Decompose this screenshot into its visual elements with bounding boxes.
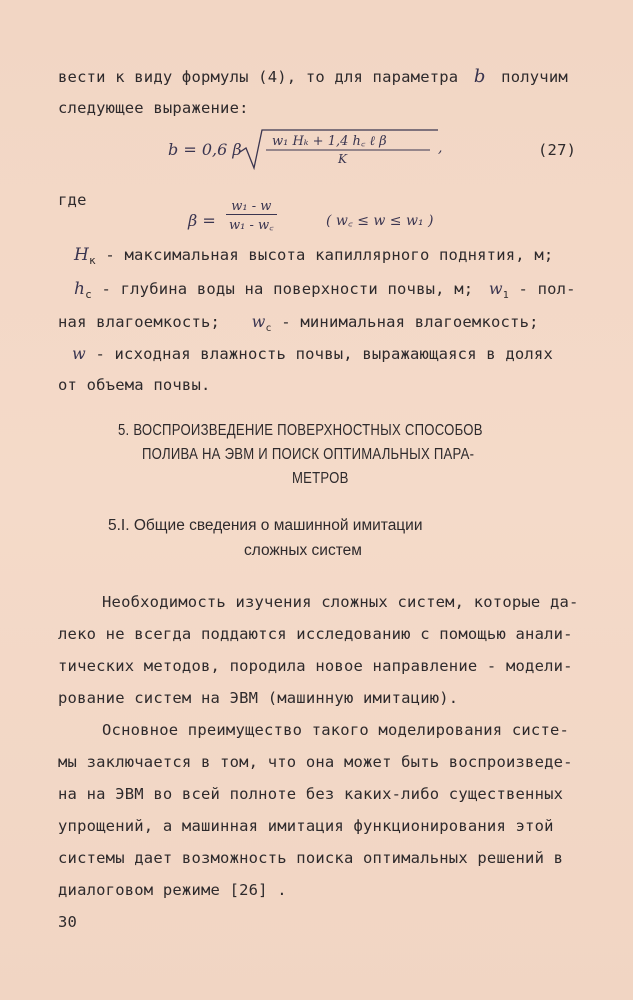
beta-condition: ( w꜀ ≤ w ≤ w₁ )	[326, 213, 434, 229]
text-line	[74, 245, 553, 267]
paragraph-line: рование систем на ЭВМ (машинную имитацию).	[58, 689, 459, 707]
paragraph-line: на на ЭВМ во всей полноте без каких-либо существенных	[58, 785, 564, 803]
symbol-b: b	[473, 66, 486, 87]
paragraph-line: диалоговом режиме [26] .	[58, 881, 287, 899]
symbol-Hk: H	[74, 245, 90, 265]
text-segment: - минимальная влагоемкость;	[281, 313, 539, 331]
symbol-hc: h	[74, 279, 86, 299]
paragraph-line: системы дает возможность поиска оптимальных решений в	[58, 849, 564, 867]
symbol-w1: w	[488, 279, 503, 298]
text-line: от объема почвы.	[58, 376, 211, 394]
formula-comma: ,	[438, 140, 443, 156]
paragraph-line: леко не всегда поддаются исследованию с помощью анали-	[58, 625, 573, 643]
beta-denominator: w₁ - w꜀	[229, 218, 274, 233]
paragraph-line: Необходимость изучения сложных систем, которые да-	[102, 593, 579, 611]
symbol-w: w	[72, 344, 86, 363]
text-segment: - пол-	[518, 280, 576, 298]
formula-numerator: w₁ Hₖ + 1,4 h꜀ ℓ β	[272, 134, 387, 149]
paragraph-line: упрощений, а машинная имитация функционирования этой	[58, 817, 554, 835]
beta-numerator: w₁ - w	[226, 199, 277, 215]
section-heading-line: ПОЛИВА НА ЭВМ И ПОИСК ОПТИМАЛЬНЫХ ПАРА-	[142, 446, 475, 463]
text-segment: вести к виду формулы (4), то для параметра	[58, 68, 459, 86]
text-segment: - глубина воды на поверхности почвы, м;	[101, 280, 474, 298]
text-line	[72, 344, 553, 363]
symbol-wc: w	[251, 312, 266, 331]
equation-number: (27)	[538, 141, 577, 159]
formula-lhs: b = 0,6 β	[168, 140, 242, 159]
page-number: 30	[58, 913, 78, 931]
text-line: где	[58, 191, 87, 209]
symbol-subscript: c	[85, 288, 92, 302]
formula-denominator: K	[338, 152, 347, 166]
paragraph-line: мы заключается в том, что она может быть воспроизведе-	[58, 753, 573, 771]
text-line	[74, 279, 576, 301]
subsection-heading-line: сложных систем	[244, 542, 362, 559]
beta-lhs: β =	[188, 211, 216, 230]
formula-27	[168, 126, 468, 170]
text-line	[58, 66, 568, 87]
section-heading-line: МЕТРОВ	[292, 470, 349, 487]
beta-fraction	[226, 199, 277, 233]
paragraph-line: Основное преимущество такого моделирования систе-	[102, 721, 570, 739]
subsection-heading-line: 5.I. Общие сведения о машинной имитации	[108, 517, 423, 534]
symbol-subscript: к	[89, 254, 96, 268]
paragraph-line: тических методов, породила новое направление - модели-	[58, 657, 573, 675]
symbol-subscript: c	[265, 323, 272, 335]
text-segment: - исходная влажность почвы, выражающаяся в долях	[95, 345, 553, 363]
text-segment: - максимальная высота капиллярного поднятия, м;	[105, 246, 554, 264]
text-line: следующее выражение:	[58, 99, 249, 117]
section-heading-line: 5. ВОСПРОИЗВЕДЕНИЕ ПОВЕРХНОСТНЫХ СПОСОБОВ	[118, 422, 483, 439]
text-segment: получим	[501, 68, 568, 86]
symbol-subscript: 1	[502, 290, 509, 302]
text-line	[58, 312, 539, 334]
formula-beta	[188, 199, 488, 243]
text-segment: ная влагоемкость;	[58, 313, 221, 331]
